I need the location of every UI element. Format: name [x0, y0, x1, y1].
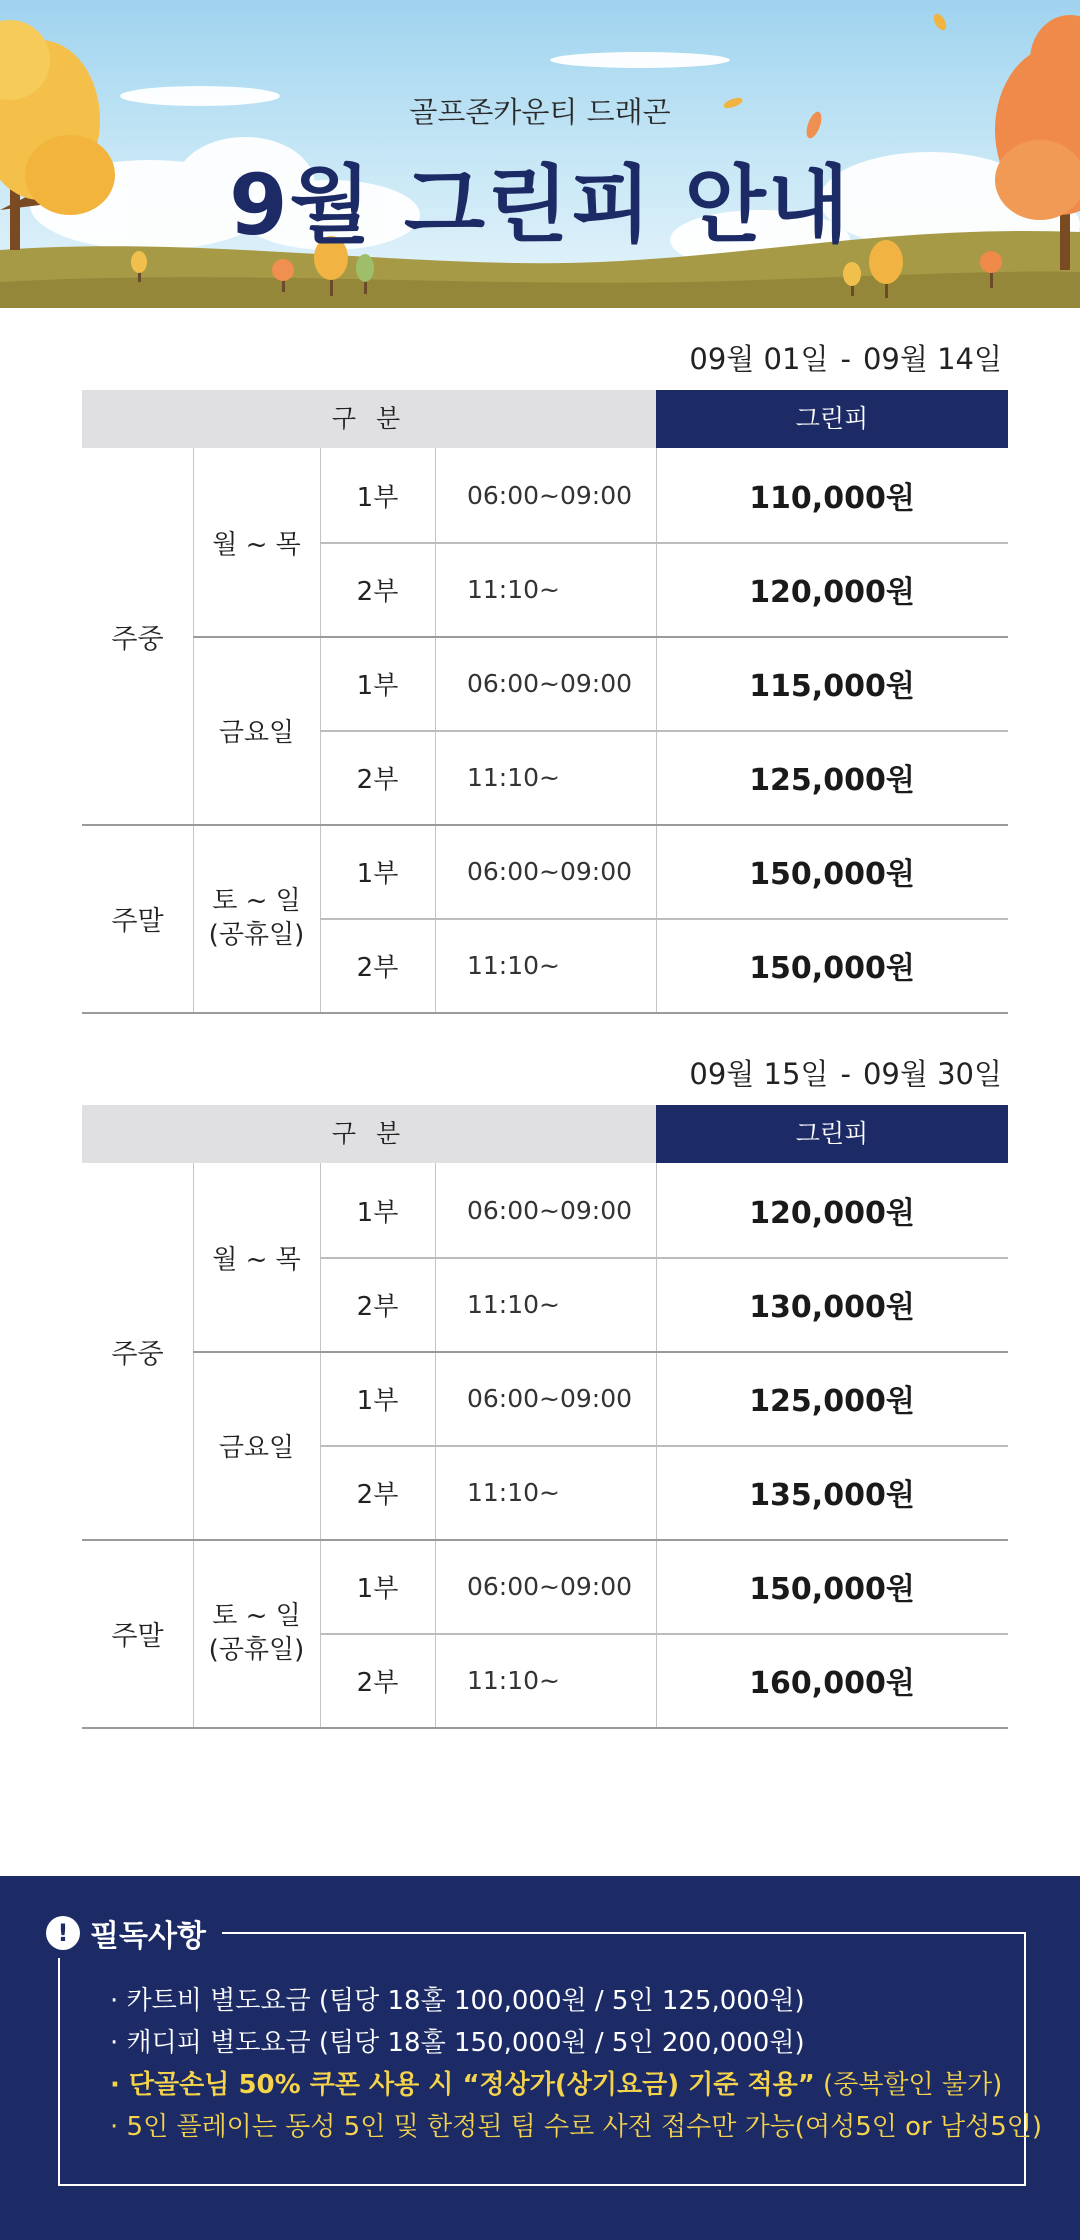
price: 150,000원 — [749, 857, 915, 892]
period-start: 09월 15일 — [689, 1057, 829, 1091]
notice-item: · 캐디피 별도요금 (팀당 18홀 150,000원 / 5인 200,000원) — [110, 2028, 805, 2058]
notice-title: 필독사항 — [90, 1919, 206, 1954]
price: 150,000원 — [749, 951, 915, 986]
day-label: 토 ~ 일 — [212, 886, 301, 916]
session-part: 1부 — [356, 1385, 399, 1416]
price: 110,000원 — [749, 481, 915, 516]
day-label: 토 ~ 일 — [212, 1601, 301, 1631]
notice-item-highlight: · 5인 플레이는 동성 5인 및 한정된 팀 수로 사전 접수만 가능(여성5인 or 남성5인) — [110, 2112, 1043, 2142]
price: 160,000원 — [749, 1666, 915, 1701]
session-part: 2부 — [356, 1479, 399, 1510]
period-label-1 — [689, 337, 1002, 378]
price: 135,000원 — [749, 1478, 915, 1513]
period-end: 09월 30일 — [862, 1057, 1002, 1091]
price: 120,000원 — [749, 1196, 915, 1231]
session-time: 06:00~09:00 — [467, 1383, 633, 1413]
session-part: 2부 — [356, 952, 399, 983]
notice-item-rest: (중복할인 불가) — [814, 2070, 1003, 2100]
group-weekend: 주말 — [111, 905, 164, 937]
day-label-holiday: (공휴일) — [208, 920, 305, 950]
session-time: 11:10~ — [467, 1289, 560, 1319]
session-time: 11:10~ — [467, 574, 560, 604]
session-time: 06:00~09:00 — [467, 1195, 633, 1225]
notice-section — [0, 1876, 1080, 2240]
day-label-holiday: (공휴일) — [208, 1635, 305, 1665]
notice-box — [58, 1932, 1026, 2186]
session-time: 11:10~ — [467, 1665, 560, 1695]
session-time: 11:10~ — [467, 1477, 560, 1507]
notice-header — [44, 1908, 222, 1958]
session-part: 2부 — [356, 576, 399, 607]
session-time: 06:00~09:00 — [467, 856, 633, 886]
period-separator: - — [840, 342, 851, 376]
price: 125,000원 — [749, 1384, 915, 1419]
period-label-2 — [689, 1052, 1002, 1093]
banner — [0, 0, 1080, 308]
day-mon-thu: 월 ~ 목 — [212, 1244, 301, 1275]
period-end: 09월 14일 — [862, 342, 1002, 376]
session-time: 11:10~ — [467, 950, 560, 980]
session-time: 11:10~ — [467, 762, 560, 792]
header-greenfee: 그린피 — [656, 390, 1008, 448]
day-sat-sun — [193, 1539, 320, 1727]
notice-item: · 카트비 별도요금 (팀당 18홀 100,000원 / 5인 125,000원) — [110, 1986, 805, 2016]
session-part: 1부 — [356, 1573, 399, 1604]
session-part: 2부 — [356, 1291, 399, 1322]
page-title: 9월 그린피 안내 — [229, 156, 851, 254]
session-part: 2부 — [356, 764, 399, 795]
header-greenfee: 그린피 — [656, 1105, 1008, 1163]
session-time: 06:00~09:00 — [467, 480, 633, 510]
period-start: 09월 01일 — [689, 342, 829, 376]
group-weekend: 주말 — [111, 1620, 164, 1652]
price: 125,000원 — [749, 763, 915, 798]
exclamation-icon: ! — [46, 1916, 80, 1950]
greenfee-table-1 — [82, 390, 1008, 1014]
day-friday: 금요일 — [218, 717, 295, 748]
notice-item-bold: · 단골손님 50% 쿠폰 사용 시 “정상가(상기요금) 기준 적용” — [110, 2070, 815, 2100]
group-weekday: 주중 — [111, 623, 164, 655]
session-part: 1부 — [356, 482, 399, 513]
session-part: 1부 — [356, 1197, 399, 1228]
header-category: 구 분 — [82, 390, 656, 448]
price: 120,000원 — [749, 575, 915, 610]
greenfee-table-2 — [82, 1105, 1008, 1729]
banner-subtitle: 골프존카운티 드래곤 — [409, 95, 671, 129]
price: 115,000원 — [749, 669, 915, 704]
session-part: 1부 — [356, 858, 399, 889]
session-time: 06:00~09:00 — [467, 1571, 633, 1601]
period-separator: - — [840, 1057, 851, 1091]
session-part: 1부 — [356, 670, 399, 701]
notice-item-highlight — [110, 2064, 1002, 2101]
session-time: 06:00~09:00 — [467, 668, 633, 698]
day-sat-sun — [193, 824, 320, 1012]
header-category: 구 분 — [82, 1105, 656, 1163]
session-part: 2부 — [356, 1667, 399, 1698]
day-friday: 금요일 — [218, 1432, 295, 1463]
day-mon-thu: 월 ~ 목 — [212, 529, 301, 560]
price: 150,000원 — [749, 1572, 915, 1607]
price: 130,000원 — [749, 1290, 915, 1325]
group-weekday: 주중 — [111, 1338, 164, 1370]
